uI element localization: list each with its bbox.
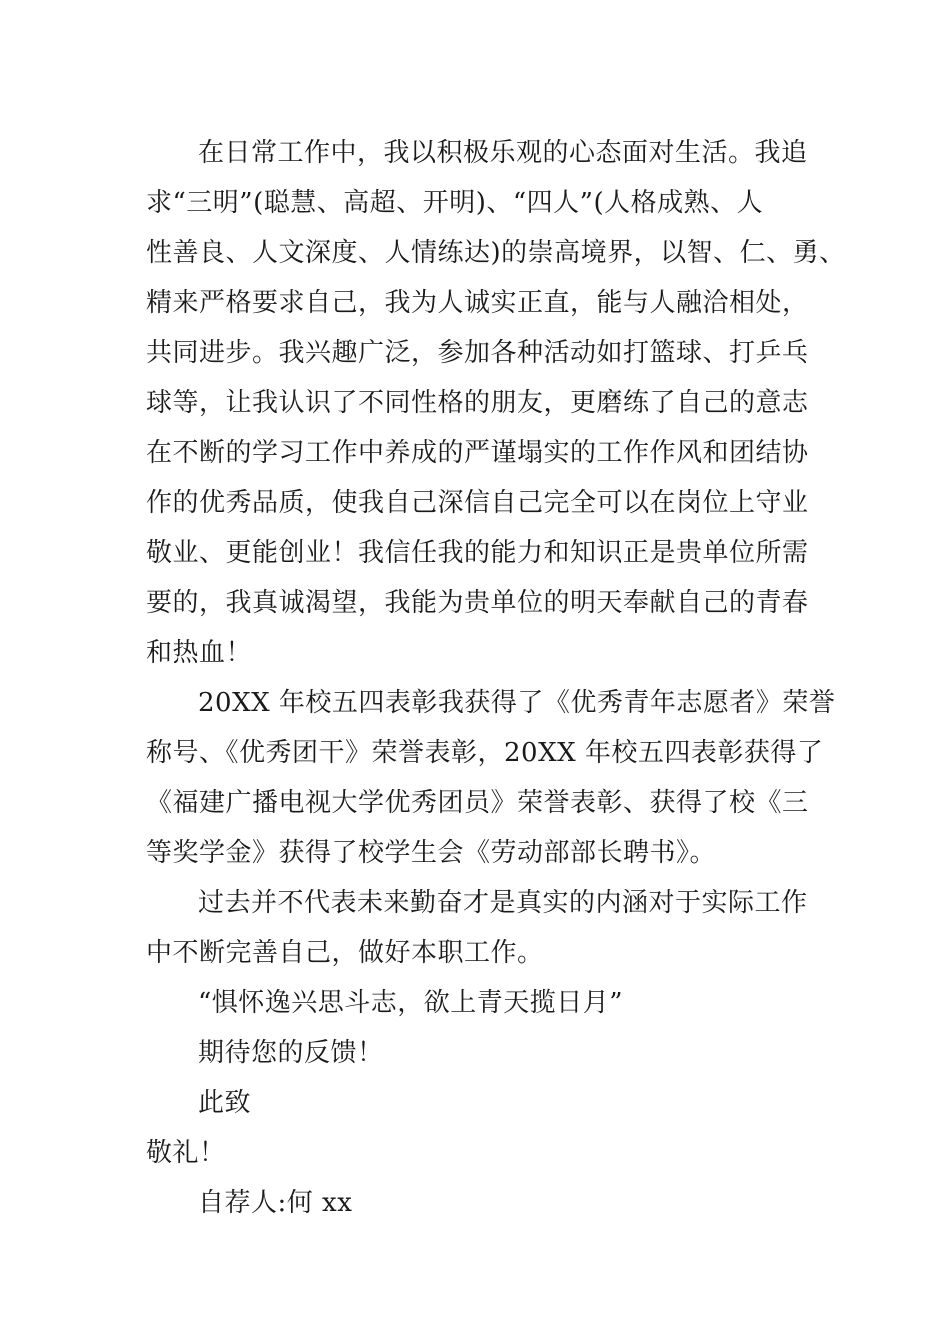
paragraph-2-line-1: 20XX 年校五四表彰我获得了《优秀青年志愿者》荣誉 <box>198 688 836 718</box>
paragraph-1-line-11: 和热血！ <box>146 638 253 668</box>
paragraph-1-line-7: 在不断的学习工作中养成的严谨塌实的工作作风和团结协 <box>146 438 809 468</box>
paragraph-1-line-6: 球等，让我认识了不同性格的朋友，更磨练了自己的意志 <box>146 388 809 418</box>
paragraph-1-line-10: 要的，我真诚渴望，我能为贵单位的明天奉献自己的青春 <box>146 588 809 618</box>
paragraph-3-line-2: 中不断完善自己，做好本职工作。 <box>146 938 544 968</box>
paragraph-1-line-5: 共同进步。我兴趣广泛，参加各种活动如打篮球、打乒乓 <box>146 338 809 368</box>
paragraph-1-line-9: 敬业、更能创业！我信任我的能力和知识正是贵单位所需 <box>146 538 809 568</box>
signature-line: 自荐人:何 xx <box>198 1188 353 1218</box>
paragraph-1-line-3: 性善良、人文深度、人情练达)的崇高境界，以智、仁、勇、 <box>146 238 846 268</box>
closing-jingli: 敬礼！ <box>146 1138 226 1168</box>
paragraph-1-line-2: 求“三明”(聪慧、高超、开明)、“四人”(人格成熟、人 <box>146 188 764 218</box>
closing-cizhi: 此致 <box>198 1088 252 1118</box>
paragraph-3-line-1: 过去并不代表未来勤奋才是真实的内涵对于实际工作 <box>198 888 808 918</box>
paragraph-2-line-4: 等奖学金》获得了校学生会《劳动部部长聘书》。 <box>146 838 717 868</box>
closing-feedback: 期待您的反馈！ <box>198 1038 384 1068</box>
paragraph-1-line-4: 精来严格要求自己，我为人诚实正直，能与人融洽相处， <box>146 288 809 318</box>
paragraph-2-line-2: 称号、《优秀团干》荣誉表彰，20XX 年校五四表彰获得了 <box>146 738 824 768</box>
quote-line: “惧怀逸兴思斗志，欲上青天揽日月” <box>198 988 624 1018</box>
paragraph-2-line-3: 《福建广播电视大学优秀团员》荣誉表彰、获得了校《三 <box>146 788 809 818</box>
paragraph-1-line-1: 在日常工作中，我以积极乐观的心态面对生活。我追 <box>198 138 808 168</box>
paragraph-1-line-8: 作的优秀品质，使我自己深信自己完全可以在岗位上守业 <box>146 488 809 518</box>
